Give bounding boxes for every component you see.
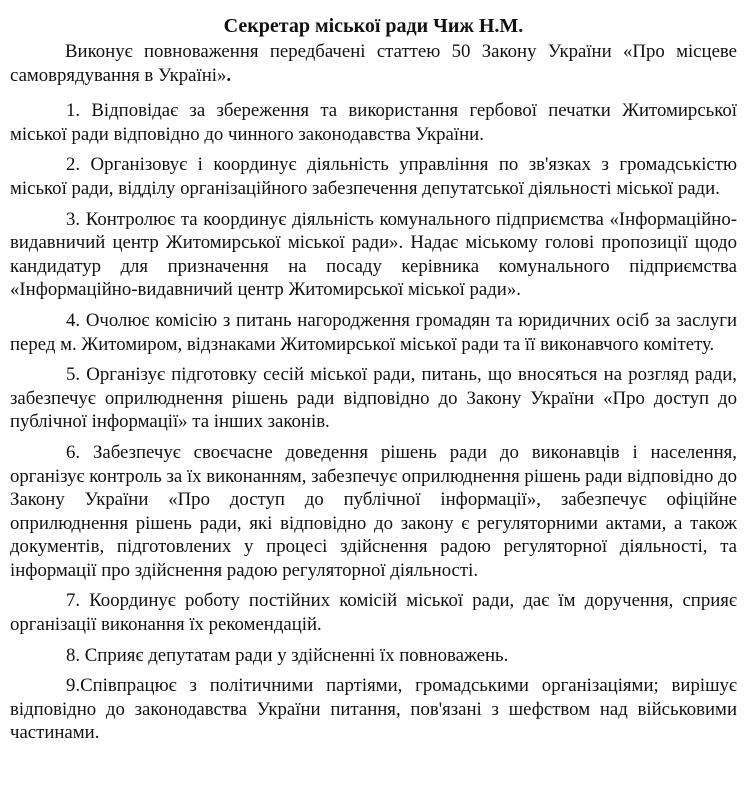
intro-paragraph (10, 40, 737, 87)
item-6: 6. Забезпечує своєчасне доведення рішень ради до виконавців і населення, організує контроль за їх виконанням, забезпечує оприлюднення рішень ради відповідно до Закону України «Про доступ до публічної інформації», забезпечує офіційне оприлюднення рішень ради, які відповідно до закону є регуляторними актами, а також документів, підготовлених у процесі здійснення радою регуляторної діяльності, та інформації про здійснення радою регуляторної діяльності. (10, 441, 737, 581)
item-4: 4. Очолює комісію з питань нагородження громадян та юридичних осіб за заслуги перед м. Житомиром, відзнаками Житомирської міської ради та її виконавчого комітету. (10, 309, 737, 355)
item-5: 5. Організує підготовку сесій міської ради, питань, що вносяться на розгляд ради, забезпечує оприлюднення рішень ради відповідно до Закону України «Про доступ до публічної інформації» та інших законів. (10, 364, 737, 433)
document-title: Секретар міської ради Чиж Н.М. (223, 15, 524, 37)
intro-period: . (226, 64, 232, 86)
item-2: 2. Організовує і координує діяльність управління по зв'язках з громадськістю міської ради, відділу організаційного забезпечення депутатської діяльності міської ради. (10, 154, 737, 199)
item-7: 7. Координує роботу постійних комісій міської ради, дає їм доручення, сприяє організації виконання їх рекомендацій. (10, 590, 737, 636)
item-3: 3. Контролює та координує діяльність комунального підприємства «Інформаційно-видавничий центр Житомирської міської ради». Надає міському голові пропозиції щодо кандидатур для призначення на посаду керівника комунального підприємства «Інформаційно-видавничий центр Житомирської міської ради». (10, 208, 737, 301)
item-9: 9.Співпрацює з політичними партіями, громадськими організаціями; вирішує відповідно до законодавства України питання, пов'язані з шефством над військовими частинами. (10, 675, 737, 744)
item-8: 8. Сприяє депутатам ради у здійсненні їх повноважень. (66, 644, 509, 666)
item-1: 1. Відповідає за збереження та використання гербової печатки Житомирської міської ради відповідно до чинного законодавства України. (10, 100, 737, 145)
intro-text: Виконує повноваження передбачені статтею 50 Закону України «Про місцеве самоврядування в Україні» (10, 41, 737, 86)
